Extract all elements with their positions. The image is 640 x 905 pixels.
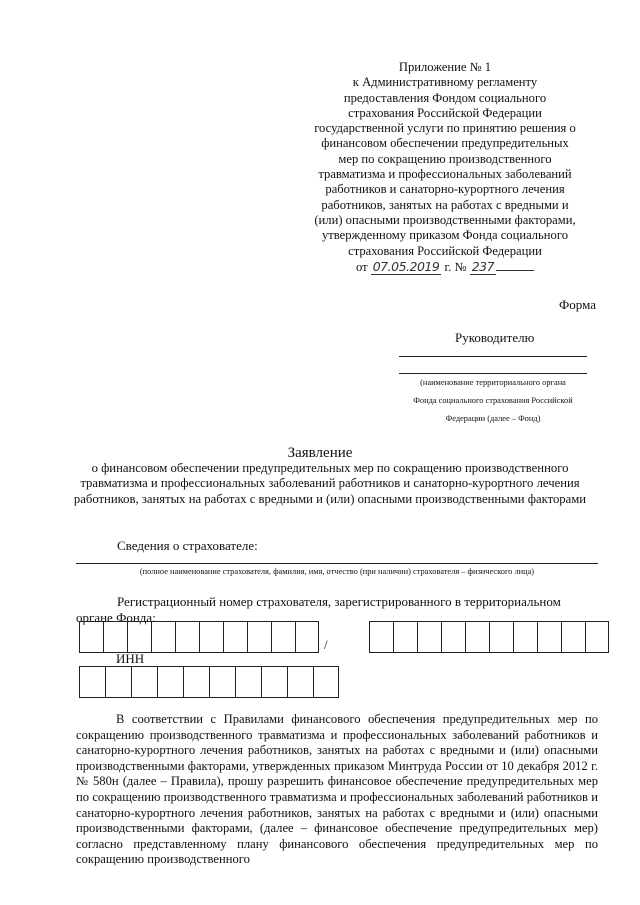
- appendix-line: мер по сокращению производственного: [338, 151, 552, 166]
- registration-cell[interactable]: [127, 621, 151, 653]
- registration-cell[interactable]: [561, 621, 585, 653]
- appendix-line: к Административному регламенту: [352, 75, 538, 90]
- document-title: Заявление: [287, 445, 353, 461]
- registration-number-grid-2: [369, 621, 609, 653]
- handwritten-date: 07.05.2019: [372, 258, 440, 274]
- registration-cell[interactable]: [271, 621, 295, 653]
- appendix-line: предоставления Фондом социального: [343, 90, 547, 105]
- addressee-note-line: Фонда социального страхования Российской: [413, 396, 573, 405]
- addressee-note-line: (наименование территориального органа: [420, 378, 566, 387]
- inn-cell[interactable]: [209, 666, 235, 698]
- registration-text: Регистрационный номер страхователя, зарегистрированного в территориальном органе Фонда:: [76, 594, 561, 625]
- registration-cell[interactable]: [393, 621, 417, 653]
- appendix-line: страхования Российской Федерации: [348, 243, 542, 258]
- inn-cell[interactable]: [105, 666, 131, 698]
- registration-cell[interactable]: [585, 621, 609, 653]
- inn-cell[interactable]: [235, 666, 261, 698]
- document-subtitle: о финансовом обеспечении предупредительных мер по сокращению производственного травматизма и профессиональных заболеваний работников и санаторно-курортного лечения работников, занятых на работах с вредными и (или) опасными производственными факторами: [73, 461, 587, 506]
- inn-cell[interactable]: [183, 666, 209, 698]
- registration-number-grid: [79, 621, 319, 653]
- insured-name-line: [76, 563, 598, 564]
- insured-label: Сведения о страхователе:: [117, 538, 258, 553]
- inn-grid: [79, 666, 339, 698]
- order-date-line: [356, 259, 534, 275]
- appendix-line: Приложение № 1: [398, 60, 492, 74]
- addressee-line: [399, 356, 587, 357]
- appendix-line: травматизма и профессиональных заболеваний: [318, 167, 572, 182]
- registration-cell[interactable]: [199, 621, 223, 653]
- registration-cell[interactable]: [247, 621, 271, 653]
- appendix-line: страхования Российской Федерации: [348, 105, 542, 120]
- registration-cell[interactable]: [441, 621, 465, 653]
- inn-cell[interactable]: [157, 666, 183, 698]
- inn-cell[interactable]: [261, 666, 287, 698]
- registration-cell[interactable]: [223, 621, 247, 653]
- addressee-note-line: Федерации (далее – Фонд): [445, 414, 541, 423]
- inn-cell[interactable]: [313, 666, 339, 698]
- registration-cell[interactable]: [103, 621, 127, 653]
- appendix-line: утвержденному приказом Фонда социального: [322, 228, 568, 243]
- registration-cell[interactable]: [79, 621, 103, 653]
- registration-cell[interactable]: [151, 621, 175, 653]
- body-text: В соответствии с Правилами финансового обеспечения предупредительных мер по сокращению производственного травматизма и профессиональных заболеваний работников и санаторно-курортного лечения работников, занятых на работах с вредными и (или) опасными производственными факторами, утвержденных приказом Минтруда России от 10 декабря 2012 г. № 580н (далее – Правила), прошу разрешить финансовое обеспечение предупредительных мер по сокращению производственного травматизма и профессиональных заболеваний работников и санаторно-курортного лечения работников, занятых на работах с вредными и (или) опасными производственными факторами, (далее – финансовое обеспечение предупредительных мер) согласно представленному плану финансового обеспечения предупредительных мер по сокращению производственного: [76, 712, 598, 867]
- appendix-line: работников, занятых на работах с вредными и: [321, 197, 569, 212]
- addressee-note: [393, 377, 593, 425]
- registration-cell[interactable]: [417, 621, 441, 653]
- inn-cell[interactable]: [287, 666, 313, 698]
- appendix-block: [300, 60, 590, 275]
- registration-cell[interactable]: [175, 621, 199, 653]
- registration-cell[interactable]: [465, 621, 489, 653]
- registration-cell[interactable]: [489, 621, 513, 653]
- date-prefix: от: [355, 259, 368, 274]
- body-paragraph: [76, 712, 598, 868]
- number-blank: [496, 270, 534, 271]
- registration-cell[interactable]: [295, 621, 319, 653]
- registration-cell[interactable]: [537, 621, 561, 653]
- registration-cell[interactable]: [369, 621, 393, 653]
- appendix-line: финансовом обеспечении предупредительных: [321, 136, 569, 151]
- appendix-line: (или) опасными производственными факторами,: [314, 212, 576, 227]
- inn-cell[interactable]: [131, 666, 157, 698]
- inn-cell[interactable]: [79, 666, 105, 698]
- insured-note: (полное наименование страхователя, фамилия, имя, отчество (при наличии) страхователя – физического лица): [139, 567, 535, 576]
- addressee-line: [399, 373, 587, 374]
- appendix-line: государственной услуги по принятию решения о: [314, 121, 576, 136]
- handwritten-number: 237: [471, 258, 495, 274]
- registration-separator: /: [324, 637, 328, 652]
- registration-cell[interactable]: [513, 621, 537, 653]
- addressee-heading: Руководителю: [455, 330, 535, 345]
- appendix-line: работников и санаторно-курортного лечения: [325, 182, 565, 197]
- number-prefix: г. №: [444, 259, 467, 274]
- form-label: Форма: [559, 297, 596, 312]
- inn-label: ИНН: [116, 651, 145, 666]
